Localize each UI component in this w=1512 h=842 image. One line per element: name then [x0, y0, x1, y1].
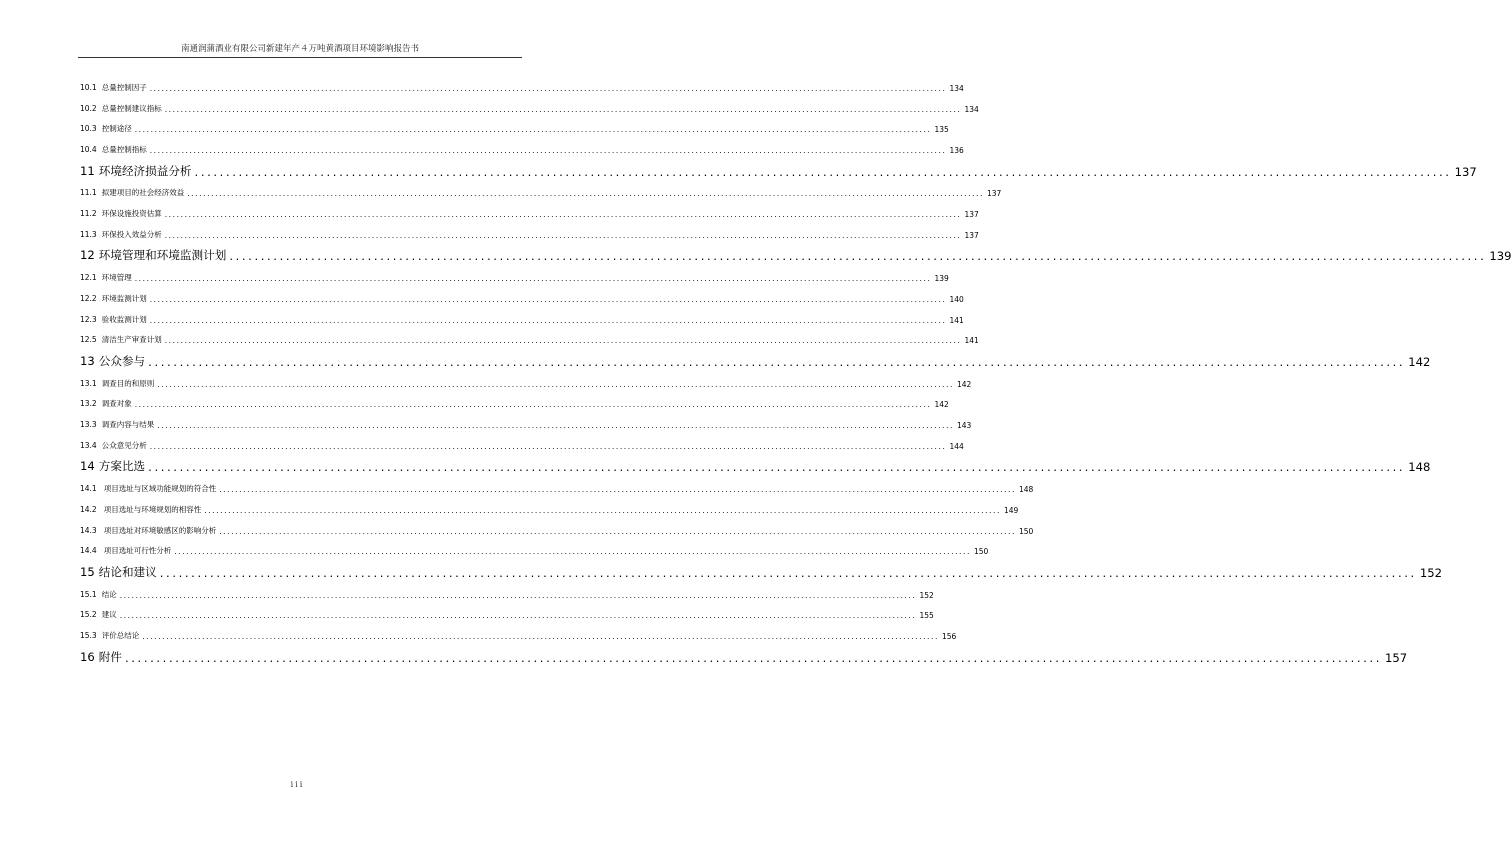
toc-entry-number: 10.1	[80, 82, 97, 92]
toc-entry-number: 13.3	[80, 420, 97, 429]
toc-entry-number: 15.3	[80, 631, 97, 640]
toc-section-entry[interactable]	[80, 432, 964, 453]
toc-entry-label	[80, 103, 162, 116]
toc-dot-leader: ........................................................................................................................................................................................................	[149, 146, 947, 155]
toc-entry-label	[80, 229, 162, 242]
toc-chapter-entry[interactable]	[80, 242, 1512, 265]
toc-section-entry[interactable]	[80, 602, 934, 623]
toc-entry-label	[80, 483, 216, 496]
toc-section-entry[interactable]	[80, 74, 964, 95]
toc-page-number: 134	[964, 104, 979, 114]
toc-section-entry[interactable]	[80, 622, 957, 643]
toc-entry-label	[80, 589, 117, 602]
header-rule	[78, 57, 522, 58]
toc-entry-label	[80, 419, 154, 432]
toc-page-number: 143	[957, 421, 972, 430]
toc-entry-number: 12.2	[80, 293, 97, 303]
toc-entry-label	[80, 398, 132, 411]
toc-entry-number: 14.3	[80, 525, 97, 535]
toc-entry-title: 调查目的和原则	[101, 378, 155, 388]
toc-entry-number: 10.2	[80, 103, 97, 113]
toc-page-number: 136	[949, 146, 964, 155]
toc-entry-label	[80, 440, 147, 453]
toc-dot-leader: ........................................................................................................................................................................................................	[119, 611, 917, 621]
toc-dot-leader: ........................................................................................................................................................................................................	[219, 526, 1017, 536]
toc-entry-title: 项目选址可行性分析	[103, 546, 172, 556]
toc-page-number: 137	[964, 210, 979, 219]
toc-entry-number: 16	[80, 649, 95, 664]
toc-entry-label	[80, 564, 157, 581]
toc-entry-title: 公众意见分析	[101, 440, 147, 450]
toc-section-entry[interactable]	[80, 200, 979, 221]
toc-entry-label	[80, 334, 162, 347]
toc-dot-leader: ........................................................................................................................................................................................................	[174, 547, 972, 557]
toc-entry-number: 11.2	[80, 209, 97, 218]
toc-page-number: 142	[934, 400, 949, 410]
toc-dot-leader: ........................................................................................................................................................................................................	[194, 164, 1452, 179]
page-number: iii	[290, 780, 305, 789]
toc-entry-label	[80, 144, 147, 157]
toc-chapter-entry[interactable]	[80, 157, 1477, 180]
toc-dot-leader: ........................................................................................................................................................................................................	[149, 294, 947, 304]
toc-entry-number: 15	[80, 564, 95, 579]
toc-entry-title: 总量控制建议指标	[101, 103, 162, 113]
toc-dot-leader: ........................................................................................................................................................................................................	[149, 441, 947, 451]
toc-page-number: 141	[949, 315, 964, 325]
toc-entry-label	[80, 378, 154, 391]
toc-entry-label	[80, 293, 147, 306]
toc-dot-leader: ........................................................................................................................................................................................................	[204, 505, 1002, 515]
toc-page-number: 141	[964, 336, 979, 346]
toc-dot-leader: ........................................................................................................................................................................................................	[149, 83, 947, 93]
toc-page-number: 155	[919, 611, 934, 621]
running-header: 南通润蒲酒业有限公司新建年产４万吨黄酒项目环境影响报告书	[180, 44, 419, 54]
toc-dot-leader: ........................................................................................................................................................................................................	[164, 210, 962, 219]
toc-section-entry[interactable]	[80, 306, 964, 327]
toc-chapter-entry[interactable]	[80, 558, 1442, 581]
toc-entry-title: 项目选址与区域功能规划的符合性	[103, 484, 217, 493]
toc-entry-label	[80, 504, 201, 517]
toc-entry-number: 14.1	[80, 484, 97, 493]
toc-section-entry[interactable]	[80, 264, 949, 285]
toc-page-number: 152	[919, 590, 934, 600]
toc-entry-number: 11	[80, 163, 95, 178]
toc-section-entry[interactable]	[80, 180, 1002, 201]
toc-entry-number: 15.2	[80, 610, 97, 620]
toc-dot-leader: ........................................................................................................................................................................................................	[142, 632, 940, 641]
toc-entry-label	[80, 314, 147, 327]
toc-dot-leader: ........................................................................................................................................................................................................	[148, 354, 1406, 369]
toc-entry-title: 环保设施投资估算	[101, 209, 162, 218]
toc-dot-leader: ........................................................................................................................................................................................................	[134, 400, 932, 410]
toc-entry-label	[80, 458, 145, 475]
toc-entry-label	[80, 609, 117, 622]
toc-entry-title: 结论和建议	[98, 564, 157, 579]
toc-page-number: 157	[1385, 650, 1408, 665]
toc-page-number: 142	[1408, 354, 1431, 369]
toc-entry-label	[80, 82, 147, 95]
toc-dot-leader: ........................................................................................................................................................................................................	[229, 249, 1487, 264]
toc-section-entry[interactable]	[80, 327, 979, 348]
toc-entry-title: 验收监测计划	[101, 314, 147, 324]
toc-dot-leader: ........................................................................................................................................................................................................	[149, 315, 947, 325]
toc-dot-leader: ........................................................................................................................................................................................................	[159, 565, 1417, 580]
toc-entry-title: 项目选址与环境规划的相容性	[103, 504, 202, 514]
toc-section-entry[interactable]	[80, 391, 949, 412]
toc-page-number: 137	[964, 230, 979, 240]
toc-section-entry[interactable]	[80, 116, 949, 137]
toc-entry-title: 附件	[98, 649, 122, 664]
toc-section-entry[interactable]	[80, 95, 979, 116]
toc-section-entry[interactable]	[80, 411, 972, 432]
toc-entry-title: 总量控制指标	[101, 145, 147, 154]
toc-entry-title: 环境监测计划	[101, 293, 147, 303]
toc-dot-leader: ........................................................................................................................................................................................................	[187, 189, 985, 199]
toc-page-number: 142	[957, 379, 972, 389]
table-of-contents	[80, 74, 1512, 666]
toc-entry-number: 13.1	[80, 378, 97, 388]
toc-page-number: 148	[1019, 485, 1034, 494]
toc-entry-title: 清洁生产审查计划	[101, 335, 162, 345]
toc-entry-label	[80, 630, 139, 643]
toc-section-entry[interactable]	[80, 221, 979, 242]
toc-entry-title: 控制途径	[101, 124, 132, 134]
toc-page-number: 139	[1489, 249, 1512, 264]
toc-entry-label	[80, 272, 132, 285]
toc-entry-number: 11.1	[80, 188, 97, 198]
toc-dot-leader: ........................................................................................................................................................................................................	[157, 421, 955, 430]
toc-entry-label	[80, 247, 226, 264]
toc-entry-title: 调查对象	[101, 399, 132, 409]
toc-entry-title: 结论	[101, 589, 117, 599]
toc-section-entry[interactable]	[80, 496, 1019, 517]
toc-entry-number: 15.1	[80, 589, 97, 599]
toc-section-entry[interactable]	[80, 475, 1034, 496]
toc-dot-leader: ........................................................................................................................................................................................................	[164, 230, 962, 240]
toc-entry-number: 13	[80, 353, 95, 368]
toc-page-number: 137	[987, 189, 1002, 199]
toc-chapter-entry[interactable]	[80, 453, 1431, 476]
toc-entry-number: 12.5	[80, 335, 97, 345]
toc-dot-leader: ........................................................................................................................................................................................................	[134, 274, 932, 283]
toc-section-entry[interactable]	[80, 517, 1034, 538]
toc-entry-label	[80, 163, 192, 180]
toc-entry-number: 14.2	[80, 504, 97, 514]
toc-entry-title: 环境管理	[101, 273, 132, 282]
toc-entry-number: 10.3	[80, 124, 97, 134]
toc-dot-leader: ........................................................................................................................................................................................................	[219, 485, 1017, 494]
toc-entry-title: 项目选址对环境敏感区的影响分析	[103, 525, 217, 535]
toc-section-entry[interactable]	[80, 581, 934, 602]
toc-entry-label	[80, 208, 162, 221]
toc-page-number: 140	[949, 294, 964, 304]
toc-entry-title: 建议	[101, 610, 117, 620]
toc-page-number: 156	[942, 632, 957, 641]
toc-entry-label	[80, 123, 132, 136]
toc-entry-label	[80, 545, 171, 558]
toc-section-entry[interactable]	[80, 370, 972, 391]
toc-entry-title: 方案比选	[98, 459, 146, 474]
toc-page-number: 152	[1419, 565, 1442, 580]
toc-entry-number: 12	[80, 248, 95, 263]
toc-dot-leader: ........................................................................................................................................................................................................	[148, 460, 1406, 475]
toc-entry-title: 总量控制因子	[101, 82, 147, 92]
toc-page-number: 148	[1408, 460, 1431, 475]
toc-entry-title: 环境经济损益分析	[98, 163, 192, 178]
toc-page-number: 150	[1019, 526, 1034, 536]
toc-page-number: 150	[974, 547, 989, 557]
toc-entry-number: 13.4	[80, 440, 97, 450]
toc-entry-number: 14	[80, 459, 95, 474]
toc-entry-title: 拟建项目的社会经济效益	[101, 188, 185, 198]
toc-chapter-entry[interactable]	[80, 347, 1431, 370]
toc-entry-title: 环保投入效益分析	[101, 229, 162, 239]
toc-page-number: 149	[1004, 505, 1019, 515]
toc-dot-leader: ........................................................................................................................................................................................................	[119, 590, 917, 600]
toc-dot-leader: ........................................................................................................................................................................................................	[164, 104, 962, 114]
toc-entry-title: 调查内容与结果	[101, 420, 155, 429]
toc-page-number: 137	[1454, 164, 1477, 179]
toc-entry-number: 14.4	[80, 546, 97, 556]
toc-page-number: 139	[934, 274, 949, 283]
toc-chapter-entry[interactable]	[80, 643, 1408, 666]
toc-entry-number: 11.3	[80, 229, 97, 239]
toc-entry-number: 10.4	[80, 145, 97, 154]
toc-page-number: 135	[934, 125, 949, 135]
toc-dot-leader: ........................................................................................................................................................................................................	[124, 650, 1383, 665]
toc-entry-number: 12.1	[80, 273, 97, 282]
toc-entry-title: 评价总结论	[101, 631, 140, 640]
toc-entry-label	[80, 353, 145, 370]
toc-entry-title: 公众参与	[98, 353, 146, 368]
toc-section-entry[interactable]	[80, 285, 964, 306]
toc-dot-leader: ........................................................................................................................................................................................................	[157, 379, 955, 389]
toc-section-entry[interactable]	[80, 136, 964, 157]
toc-entry-number: 13.2	[80, 399, 97, 409]
toc-dot-leader: ........................................................................................................................................................................................................	[164, 336, 962, 346]
toc-entry-title: 环境管理和环境监测计划	[98, 248, 227, 263]
toc-entry-label	[80, 649, 122, 666]
toc-section-entry[interactable]	[80, 538, 989, 559]
toc-page-number: 134	[949, 83, 964, 93]
toc-page-number: 144	[949, 441, 964, 451]
toc-entry-label	[80, 187, 184, 200]
toc-dot-leader: ........................................................................................................................................................................................................	[134, 125, 932, 135]
toc-entry-label	[80, 525, 216, 538]
toc-entry-number: 12.3	[80, 314, 97, 324]
